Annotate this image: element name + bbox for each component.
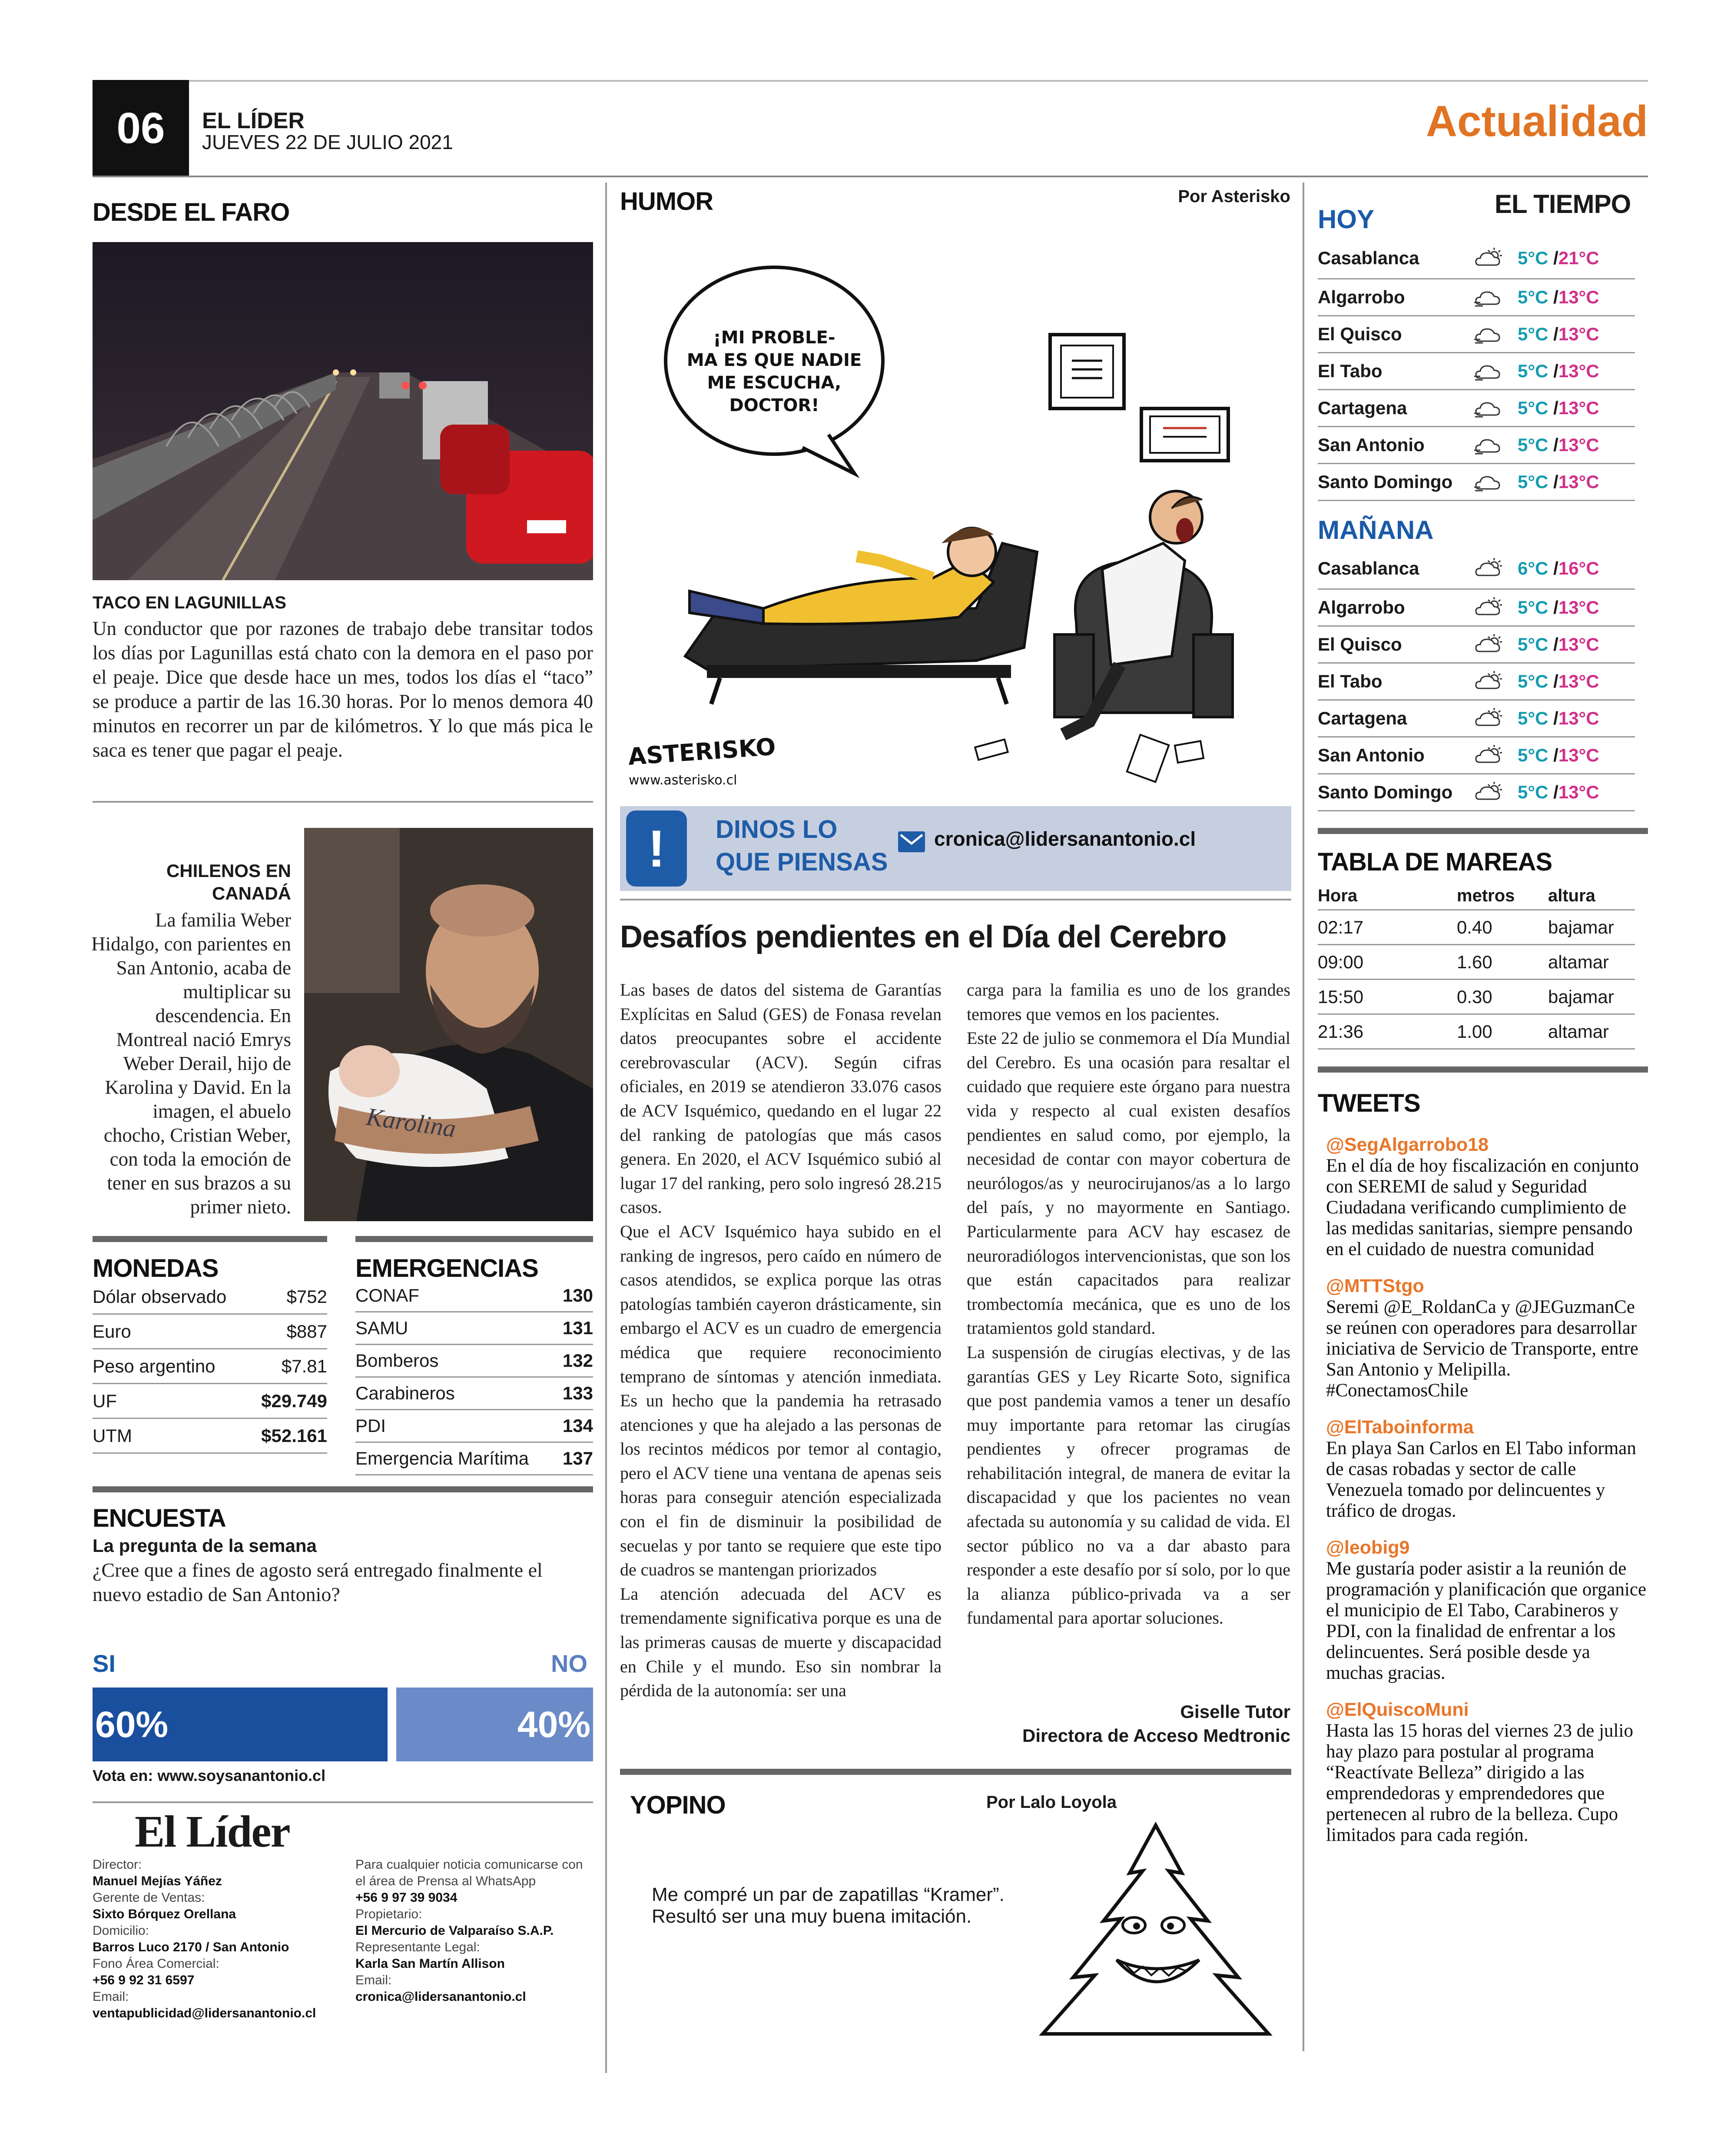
- weather-min: 6°C: [1518, 558, 1548, 578]
- chilenos-text: La familia Weber Hidalgo, con parientes en San Antonio, acaba de multiplicar su descendencia. En Montreal nació Emrys Weber Derail, hijo de Karolina y David. En la imagen, el abuelo chocho, Cristian Weber, con toda la emoción de tener en sus brazos a su primer nieto.: [91, 909, 291, 1218]
- emergencia-row: Bomberos 132: [355, 1345, 593, 1378]
- moneda-row: Dólar observado $752: [93, 1280, 327, 1315]
- sun-cloud-icon: [1461, 246, 1518, 270]
- weather-max: 13°C: [1558, 671, 1599, 691]
- yopino-title: YOPINO: [630, 1791, 726, 1819]
- humor-author: Por Asterisko: [1178, 187, 1290, 206]
- tweet: @ElQuiscoMuni Hasta las 15 horas del viernes 23 de julio hay plazo para postular al programa “Reactívate Belleza” dirigido a las emprendedoras y emprendedores que pertenecen al rubro de la belleza. Cupo limitados para cada región.: [1326, 1699, 1633, 1845]
- tweets-list: [1326, 1134, 1650, 1861]
- weather-manana-list: [1318, 548, 1635, 811]
- weather-city: El Quisco: [1318, 324, 1402, 344]
- tweet: @ElTaboinforma En playa San Carlos en El Tabo informan de casas robadas y sector de calle Venezuela tomado por delincuentes y tráfico de drogas.: [1326, 1417, 1636, 1521]
- weather-hoy-label: HOY: [1318, 205, 1375, 234]
- masthead-logo: El Líder: [135, 1807, 290, 1857]
- weather-row: [1318, 427, 1635, 464]
- dinos-label-1: DINOS LO: [716, 815, 838, 844]
- faro-photo: [93, 242, 593, 580]
- weather-min: 5°C: [1518, 708, 1548, 728]
- sun-cloud-icon: [1461, 595, 1518, 620]
- mareas-table: Hora metros altura 02:17 0.40 bajamar 09:00 1.60 altamar 15:50 0.30 bajamar 21:36 1.00 altamar: [1318, 882, 1635, 1050]
- cloud-icon: [1461, 470, 1518, 494]
- weather-min: 5°C: [1518, 361, 1548, 381]
- weather-min: 5°C: [1518, 634, 1548, 654]
- faro-title: DESDE EL FARO: [93, 198, 290, 226]
- weather-min: 5°C: [1518, 782, 1548, 802]
- yopino-author: Por Lalo Loyola: [986, 1793, 1117, 1812]
- weather-hoy-list: [1318, 238, 1635, 501]
- weather-city: El Tabo: [1318, 671, 1383, 691]
- weather-min: 5°C: [1518, 324, 1548, 344]
- weather-max: 13°C: [1558, 361, 1599, 381]
- weather-city: San Antonio: [1318, 435, 1425, 455]
- envelope-icon: [898, 831, 925, 852]
- emergencia-row: SAMU 131: [355, 1312, 593, 1345]
- sun-cloud-icon: [1461, 669, 1518, 694]
- encuesta-subtitle: La pregunta de la semana: [93, 1535, 317, 1556]
- faro-caption-title: TACO EN LAGUNILLAS: [93, 593, 286, 612]
- weather-city: Santo Domingo: [1318, 472, 1453, 492]
- weather-manana-label: MAÑANA: [1318, 515, 1434, 545]
- faro-text: Un conductor que por razones de trabajo debe transitar todos los días por Lagunillas está chato con la demora en el paso por el peaje. Dice que desde hace un mes, todos los días el “taco” se produce a partir de las 16.30 horas. Por lo menos demora 40 minutos en recorrer un par de kilómetros. Y lo que más pica le saca es tener que pagar el peaje.: [93, 618, 593, 761]
- sun-cloud-icon: [1461, 743, 1518, 767]
- cartoon-bubble-text: ¡MI PROBLE-MA ES QUE NADIE ME ESCUCHA, DOCTOR!: [686, 328, 862, 415]
- weather-min: 5°C: [1518, 248, 1548, 268]
- weather-row: [1318, 701, 1635, 737]
- weather-max: 13°C: [1558, 597, 1599, 618]
- weather-city: El Tabo: [1318, 361, 1383, 381]
- dinos-email[interactable]: cronica@lidersanantonio.cl: [934, 827, 1196, 850]
- weather-temp: 5°C /13°C: [1518, 708, 1599, 728]
- weather-max: 13°C: [1558, 708, 1599, 728]
- moneda-row: Peso argentino $7.81: [93, 1349, 327, 1384]
- yopino-text-2: Resultó ser una muy buena imitación.: [652, 1906, 972, 1927]
- moneda-row: UTM $52.161: [93, 1419, 327, 1454]
- weather-city: El Quisco: [1318, 634, 1402, 654]
- chilenos-title: CHILENOS EN CANADÁ: [166, 860, 291, 904]
- sun-cloud-icon: [1461, 632, 1518, 657]
- weather-max: 21°C: [1558, 248, 1599, 268]
- weather-temp: 5°C /13°C: [1518, 745, 1599, 765]
- issue-date: JUEVES 22 DE JULIO 2021: [202, 131, 453, 153]
- moneda-row: Euro $887: [93, 1315, 327, 1349]
- weather-city: Cartagena: [1318, 398, 1407, 418]
- weather-max: 13°C: [1558, 398, 1599, 418]
- exclamation-icon: !: [626, 811, 687, 887]
- emergencia-row: CONAF 130: [355, 1280, 593, 1312]
- poll-vote-link[interactable]: Vota en: www.soysanantonio.cl: [93, 1767, 326, 1784]
- weather-temp: 5°C /13°C: [1518, 782, 1599, 802]
- staff-left: Director: Manuel Mejías Yáñez Gerente de Ventas: Sixto Bórquez Orellana Domicilio: Barros Luco 2170 / San Antonio Fono Área Comercial: +56 9 92 31 6597 Email: ventapublicidad@lidersanantonio.cl: [93, 1857, 316, 2020]
- article-author: Giselle Tutor: [1180, 1701, 1290, 1722]
- yopino-drawing: [1034, 1821, 1277, 2047]
- weather-temp: 5°C /13°C: [1518, 324, 1599, 344]
- page-number: 06: [116, 103, 165, 153]
- emergencias-title: EMERGENCIAS: [355, 1254, 538, 1282]
- weather-temp: 5°C /13°C: [1518, 472, 1599, 492]
- mareas-title: TABLA DE MAREAS: [1318, 848, 1552, 876]
- poll-si-label: SI: [93, 1650, 116, 1677]
- weather-max: 13°C: [1558, 745, 1599, 765]
- emergencia-row: PDI 134: [355, 1410, 593, 1443]
- weather-row: [1318, 627, 1635, 664]
- weather-row: [1318, 279, 1635, 316]
- weather-city: Algarrobo: [1318, 597, 1405, 618]
- weather-min: 5°C: [1518, 472, 1548, 492]
- weather-row: [1318, 464, 1635, 501]
- weather-temp: 5°C /21°C: [1518, 248, 1599, 268]
- cloud-icon: [1461, 359, 1518, 383]
- encuesta-title: ENCUESTA: [93, 1504, 226, 1532]
- weather-row: [1318, 353, 1635, 390]
- poll-bar: [93, 1688, 593, 1761]
- moneda-row: UF $29.749: [93, 1384, 327, 1419]
- weather-max: 13°C: [1558, 287, 1599, 307]
- weather-max: 13°C: [1558, 324, 1599, 344]
- weather-row: [1318, 774, 1635, 811]
- dinos-banner: [620, 806, 1291, 891]
- weather-temp: 5°C /13°C: [1518, 634, 1599, 654]
- poll-bar-si: 60%: [93, 1688, 388, 1761]
- chilenos-photo: [304, 828, 593, 1221]
- section-title: Actualidad: [1426, 97, 1648, 146]
- yopino-text-1: Me compré un par de zapatillas “Kramer”.: [652, 1884, 1005, 1905]
- weather-row: [1318, 664, 1635, 701]
- article-col-1: Las bases de datos del sistema de Garantías Explícitas en Salud (GES) de Fonasa revelan datos preocupantes sobre el accidente cerebrovascular (ACV). Según cifras oficiales, en 2019 se atendieron 33.076 casos de ACV Isquémico, quedando en el lugar 22 del ranking de patologías que más casos genera. En 2020, el ACV Isquémico subió al lugar 17 del ranking, pero solo ingresó 28.215 casos. Que el ACV Isquémico haya subido en el ranking de ingresos, pero caído en número de casos atendidos, se explica porque las otras patologías también cayeron drásticamente, sin embargo el ACV es un cuadro de emergencia médica que requiere reconocimiento temprano de síntomas y atención inmediata. Es un hecho que la pandemia ha retrasado atenciones y que ha alejado a las personas de los recintos médicos por temor al contagio, pero el ACV tiene una ventana de apenas seis horas para conseguir atención especializada con el fin de disminuir la posibilidad de secuelas y por tanto se requiere que este tipo de cuadros se mantengan priorizados La atención adecuada del ACV es tremendamente significativa porque es una de las primeras causas de muerte y discapacidad en Chile y el mundo. Eso sin nombrar la pérdida de la autonomía: ser una: [620, 980, 942, 1701]
- weather-city: Cartagena: [1318, 708, 1407, 728]
- tweet: @SegAlgarrobo18 En el día de hoy fiscalización en conjunto con SEREMI de salud y Seguridad Ciudadana verificando cumplimiento de las medidas sanitarias, siempre pensando en el cuidado de nuestra comunidad: [1326, 1134, 1639, 1259]
- tweet: @MTTStgo Seremi @E_RoldanCa y @JEGuzmanCe se reúnen con operadores para desarrollar iniciativa de Servicio de Transporte, entre San Antonio y Melipilla. #ConectamosChile: [1326, 1276, 1638, 1401]
- weather-city: Algarrobo: [1318, 287, 1405, 307]
- sun-cloud-icon: [1461, 706, 1518, 731]
- sun-cloud-icon: [1461, 556, 1518, 581]
- weather-row: [1318, 548, 1635, 590]
- weather-max: 13°C: [1558, 435, 1599, 455]
- cloud-icon: [1461, 396, 1518, 420]
- monedas-list: [93, 1280, 327, 1454]
- weather-city: San Antonio: [1318, 745, 1425, 765]
- staff-right: Para cualquier noticia comunicarse con el área de Prensa al WhatsApp +56 9 97 39 9034 Propietario: El Mercurio de Valparaíso S.A.P. Representante Legal: Karla San Martín Allison Email: cronica@lidersanantonio.cl: [355, 1857, 583, 2004]
- article-col-2: carga para la familia es uno de los grandes temores que vemos en los pacientes. Este 22 de julio se conmemora el Día Mundial del Cerebro. Es una ocasión para resaltar el cuidado que requiere este órgano para nuestra vida y respecto al cual existen desafíos pendientes en salud como, por ejemplo, la necesidad de contar con mayor cobertura de neurólogos/as y neurocirujanos/as a lo largo del país, y no mayormente en Santiago. Particularmente para ACV hay escasez de neuroradiólogos intervencionistas, que son los que están capacitados para realizar trombectomía mecánica, que es uno de los tratamientos gold standard. La suspensión de cirugías electivas, y de las garantías GES y Ley Ricarte Soto, significa que post pandemia vamos a tener un desafío muy importante para retomar las cirugías pendientes y ofrecer programas de rehabilitación integral, de manera de evitar la discapacidad y que los pacientes no vean afectada su autonomía y su calidad de vida. El sector público no va a dar abasto para responder a este desafío por sí solo, por lo que la alianza público-privada va a ser fundamental para aportar soluciones.: [967, 980, 1290, 1628]
- tweets-title: TWEETS: [1318, 1089, 1420, 1117]
- weather-city: Santo Domingo: [1318, 782, 1453, 802]
- encuesta-question: ¿Cree que a fines de agosto será entregado finalmente el nuevo estadio de San Antonio?: [93, 1559, 543, 1605]
- emergencias-list: [355, 1280, 593, 1475]
- marea-row: 15:50 0.30 bajamar: [1318, 980, 1635, 1015]
- weather-title: EL TIEMPO: [1495, 189, 1631, 219]
- cloud-icon: [1461, 322, 1518, 346]
- cartoonist-signature: ASTERISKO: [627, 733, 777, 771]
- weather-min: 5°C: [1518, 398, 1548, 418]
- weather-max: 13°C: [1558, 634, 1599, 654]
- sun-cloud-icon: [1461, 780, 1518, 804]
- page-number-box: [93, 80, 189, 176]
- weather-min: 5°C: [1518, 435, 1548, 455]
- weather-max: 13°C: [1558, 472, 1599, 492]
- emergencia-row: Carabineros 133: [355, 1378, 593, 1410]
- dinos-label-2: QUE PIENSAS: [716, 848, 888, 876]
- weather-row: [1318, 316, 1635, 353]
- weather-temp: 5°C /13°C: [1518, 398, 1599, 418]
- article-author-role: Directora de Acceso Medtronic: [1022, 1725, 1290, 1746]
- cloud-icon: [1461, 433, 1518, 457]
- marea-row: 02:17 0.40 bajamar: [1318, 910, 1635, 945]
- weather-min: 5°C: [1518, 287, 1548, 307]
- weather-temp: 6°C /16°C: [1518, 558, 1599, 578]
- tweet: @leobig9 Me gustaría poder asistir a la reunión de programación y planificación que organice el municipio de El Tabo, Carabineros y PDI, con la finalidad de enfrentar a los delincuentes. Será posible desde ya muchas gracias.: [1326, 1537, 1647, 1683]
- weather-max: 13°C: [1558, 782, 1599, 802]
- weather-city: Casablanca: [1318, 248, 1419, 268]
- weather-row: [1318, 390, 1635, 427]
- article-title: Desafíos pendientes en el Día del Cerebro: [620, 920, 1227, 954]
- weather-temp: 5°C /13°C: [1518, 361, 1599, 381]
- weather-row: [1318, 238, 1635, 279]
- weather-temp: 5°C /13°C: [1518, 287, 1599, 307]
- weather-temp: 5°C /13°C: [1518, 435, 1599, 455]
- weather-row: [1318, 737, 1635, 774]
- cartoonist-site: www.asterisko.cl: [629, 773, 737, 788]
- weather-min: 5°C: [1518, 671, 1548, 691]
- weather-min: 5°C: [1518, 745, 1548, 765]
- weather-city: Casablanca: [1318, 558, 1419, 578]
- weather-min: 5°C: [1518, 597, 1548, 618]
- poll-no-label: NO: [551, 1650, 587, 1677]
- tattoo-text: Karolina: [365, 1102, 458, 1143]
- weather-temp: 5°C /13°C: [1518, 671, 1599, 691]
- humor-cartoon: [620, 230, 1291, 804]
- humor-title: HUMOR: [620, 187, 713, 216]
- marea-row: 21:36 1.00 altamar: [1318, 1015, 1635, 1050]
- poll-bar-no: 40%: [396, 1688, 593, 1761]
- marea-row: 09:00 1.60 altamar: [1318, 945, 1635, 980]
- monedas-title: MONEDAS: [93, 1254, 219, 1282]
- cloud-icon: [1461, 285, 1518, 309]
- weather-max: 16°C: [1558, 558, 1599, 578]
- paper-name: EL LÍDER: [202, 108, 305, 133]
- weather-temp: 5°C /13°C: [1518, 597, 1599, 618]
- weather-row: [1318, 590, 1635, 627]
- emergencia-row: Emergencia Marítima 137: [355, 1443, 593, 1475]
